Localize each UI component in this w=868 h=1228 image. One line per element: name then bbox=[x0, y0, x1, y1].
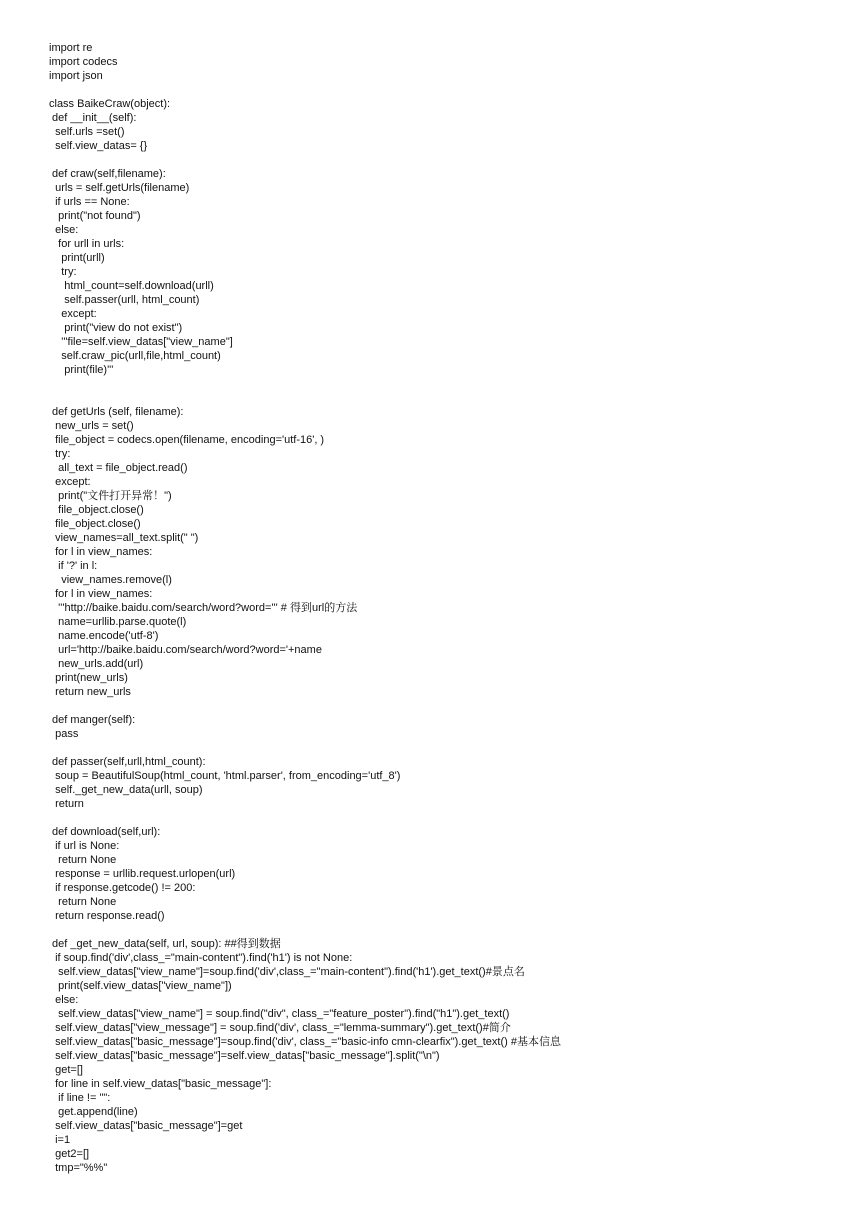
blank-line bbox=[49, 153, 561, 167]
code-line: print("文件打开异常！") bbox=[49, 490, 172, 502]
code-line: view_names=all_text.split(" ") bbox=[49, 532, 199, 544]
code-line: if soup.find('div',class_="main-content").find('h1') is not None: bbox=[49, 952, 353, 964]
code-line: get.append(line) bbox=[49, 1106, 138, 1118]
code-line: self.view_datas["basic_message"]=self.view_datas["basic_message"].split("\n") bbox=[49, 1050, 440, 1062]
code-line: get=[] bbox=[49, 1064, 83, 1076]
code-line: if line != "": bbox=[49, 1092, 111, 1104]
code-line: return bbox=[49, 798, 84, 810]
code-line: self.passer(urll, html_count) bbox=[49, 294, 200, 306]
code-line: print("not found") bbox=[49, 210, 141, 222]
code-line: self.urls =set() bbox=[49, 126, 125, 138]
code-line: def manger(self): bbox=[49, 714, 136, 726]
code-line: new_urls.add(url) bbox=[49, 658, 144, 670]
blank-line bbox=[49, 923, 561, 937]
code-line: import re bbox=[49, 42, 93, 54]
code-line: urls = self.getUrls(filename) bbox=[49, 182, 190, 194]
code-line: try: bbox=[49, 266, 77, 278]
code-line: self.view_datas["basic_message"]=soup.find('div', class_="basic-info cmn-clearfix").get_text() #基本信息 bbox=[49, 1036, 561, 1048]
code-line: file_object.close() bbox=[49, 504, 144, 516]
code-line: print(file)''' bbox=[49, 364, 114, 376]
code-line: '''file=self.view_datas["view_name"] bbox=[49, 336, 233, 348]
code-line: def passer(self,urll,html_count): bbox=[49, 756, 206, 768]
code-line: for l in view_names: bbox=[49, 588, 153, 600]
blank-line bbox=[49, 811, 561, 825]
code-line: def craw(self,filename): bbox=[49, 168, 166, 180]
code-line: get2=[] bbox=[49, 1148, 90, 1160]
code-line: class BaikeCraw(object): bbox=[49, 98, 171, 110]
code-line: view_names.remove(l) bbox=[49, 574, 172, 586]
blank-line bbox=[49, 83, 561, 97]
code-listing bbox=[49, 41, 561, 1175]
code-line: self._get_new_data(urll, soup) bbox=[49, 784, 203, 796]
code-line: except: bbox=[49, 308, 97, 320]
code-line: import codecs bbox=[49, 56, 118, 68]
code-line: print(new_urls) bbox=[49, 672, 128, 684]
code-line: self.view_datas["view_name"]=soup.find('div',class_="main-content").find('h1').get_text()#景点名 bbox=[49, 966, 525, 978]
code-line: self.craw_pic(urll,file,html_count) bbox=[49, 350, 221, 362]
code-line: self.view_datas= {} bbox=[49, 140, 148, 152]
code-line: except: bbox=[49, 476, 91, 488]
code-line: file_object = codecs.open(filename, encoding='utf-16', ) bbox=[49, 434, 325, 446]
code-line: '''http://baike.baidu.com/search/word?word=''' # 得到url的方法 bbox=[49, 602, 358, 614]
code-line: return new_urls bbox=[49, 686, 131, 698]
code-line: if urls == None: bbox=[49, 196, 130, 208]
code-line: html_count=self.download(urll) bbox=[49, 280, 214, 292]
code-line: def getUrls (self, filename): bbox=[49, 406, 184, 418]
blank-line bbox=[49, 377, 561, 391]
code-line: print(self.view_datas["view_name"]) bbox=[49, 980, 232, 992]
code-line: for line in self.view_datas["basic_message"]: bbox=[49, 1078, 272, 1090]
code-line: response = urllib.request.urlopen(url) bbox=[49, 868, 236, 880]
code-line: def download(self,url): bbox=[49, 826, 161, 838]
code-line: if url is None: bbox=[49, 840, 120, 852]
code-line: all_text = file_object.read() bbox=[49, 462, 188, 474]
code-line: if response.getcode() != 200: bbox=[49, 882, 196, 894]
code-line: def __init__(self): bbox=[49, 112, 137, 124]
code-line: return None bbox=[49, 896, 117, 908]
code-line: new_urls = set() bbox=[49, 420, 134, 432]
code-line: url='http://baike.baidu.com/search/word?word='+name bbox=[49, 644, 322, 656]
code-line: self.view_datas["view_message"] = soup.find('div', class_="lemma-summary").get_text()#简介 bbox=[49, 1022, 511, 1034]
code-line: else: bbox=[49, 224, 79, 236]
code-line: print("view do not exist") bbox=[49, 322, 183, 334]
code-line: for l in view_names: bbox=[49, 546, 153, 558]
code-line: try: bbox=[49, 448, 71, 460]
code-line: name.encode('utf-8') bbox=[49, 630, 159, 642]
code-line: soup = BeautifulSoup(html_count, 'html.parser', from_encoding='utf_8') bbox=[49, 770, 401, 782]
code-line: def _get_new_data(self, url, soup): ##得到数据 bbox=[49, 938, 281, 950]
code-line: file_object.close() bbox=[49, 518, 141, 530]
code-line: return None bbox=[49, 854, 117, 866]
code-line: return response.read() bbox=[49, 910, 165, 922]
blank-line bbox=[49, 391, 561, 405]
code-line: self.view_datas["basic_message"]=get bbox=[49, 1120, 243, 1132]
code-line: import json bbox=[49, 70, 103, 82]
blank-line bbox=[49, 741, 561, 755]
code-line: print(urll) bbox=[49, 252, 105, 264]
blank-line bbox=[49, 699, 561, 713]
code-line: name=urllib.parse.quote(l) bbox=[49, 616, 187, 628]
code-line: for urll in urls: bbox=[49, 238, 125, 250]
code-line: self.view_datas["view_name"] = soup.find("div", class_="feature_poster").find("h1").get_text() bbox=[49, 1008, 510, 1020]
code-line: i=1 bbox=[49, 1134, 71, 1146]
code-line: if '?' in l: bbox=[49, 560, 98, 572]
code-line: pass bbox=[49, 728, 79, 740]
code-line: tmp="%%" bbox=[49, 1162, 108, 1174]
code-line: else: bbox=[49, 994, 79, 1006]
